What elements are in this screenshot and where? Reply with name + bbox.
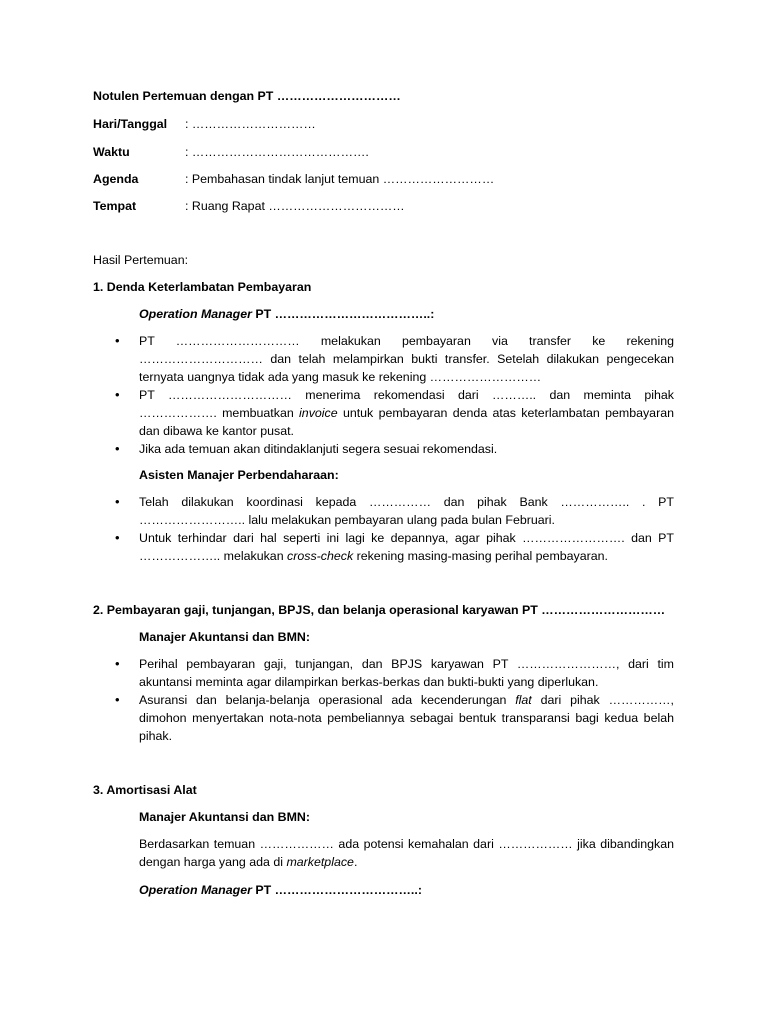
list-item-italic: flat [515,693,532,707]
info-label-place: Tempat [93,199,137,213]
section-2-list [139,655,674,745]
results-heading: Hasil Pertemuan: [93,253,189,267]
list-item [139,386,674,440]
speaker-org: PT ………………………………..: [251,307,435,321]
section-2-speaker: Manajer Akuntansi dan BMN: [139,630,310,644]
section-3-speaker-1: Manajer Akuntansi dan BMN: [139,810,310,824]
list-item-text: Jika ada temuan akan ditindaklanjuti segera sesuai rekomendasi. [139,442,498,456]
info-label-date: Hari/Tanggal [93,117,168,131]
section-3-paragraph [139,835,674,871]
info-value-time: : ……………………………………. [185,145,369,159]
list-item [139,440,674,458]
list-item-text: PT ………………………… melakukan pembayaran via transfer ke rekening ………………………… dan telah melampirkan bukti transfer. Setelah dilakukan pengecekan ternyata uangnya tidak ada yang masuk ke rekening ……………………… [139,334,674,384]
list-item [139,332,674,386]
paragraph-italic: marketplace [286,855,354,869]
info-value-date: : ………………………… [185,117,316,131]
list-item-text: Perihal pembayaran gaji, tunjangan, dan BPJS karyawan PT ……………………, dari tim akuntansi meminta agar dilampirkan berkas-berkas dan bukti-bukti yang diperlukan. [139,657,674,689]
info-value-place: : Ruang Rapat …………………………… [185,199,405,213]
list-item [139,529,674,565]
paragraph-text: Berdasarkan temuan ……………… ada potensi kemahalan dari ……………… jika dibandingkan dengan harga yang ada di [139,837,674,869]
info-value-agenda: : Pembahasan tindak lanjut temuan ……………………… [185,172,495,186]
section-3-speaker-2 [139,881,422,899]
document-title: Notulen Pertemuan dengan PT ………………………… [93,89,401,103]
section-1-list-1 [139,332,674,458]
section-2-heading: 2. Pembayaran gaji, tunjangan, BPJS, dan belanja operasional karyawan PT ………………………… [93,603,666,617]
list-item-italic: cross-check [287,549,354,563]
speaker-role: Operation Manager [139,883,252,897]
section-1-list-2 [139,493,674,565]
list-item-text: PT ………………………… menerima rekomendasi dari ……….. dan meminta pihak ………………. membuatkan [139,388,674,420]
speaker-org: PT ……………………………..: [251,883,422,897]
list-item [139,691,674,745]
list-item-text: Asuransi dan belanja-belanja operasional ada kecenderungan [139,693,516,707]
list-item [139,655,674,691]
list-item-text: dari pihak ……………, dimohon menyertakan nota-nota pembeliannya sebagai bentuk transparansi bagi kedua belah pihak. [139,693,674,743]
speaker-role: Operation Manager [139,307,252,321]
list-item-italic: invoice [299,406,338,420]
info-label-agenda: Agenda [93,172,139,186]
section-1-speaker-2: Asisten Manajer Perbendaharaan: [139,468,339,482]
section-1-speaker-1 [139,305,434,323]
section-1-heading: 1. Denda Keterlambatan Pembayaran [93,280,312,294]
list-item [139,493,674,529]
list-item-text: Untuk terhindar dari hal seperti ini lagi ke depannya, agar pihak ……………………. dan PT ……………….. melakukan [139,531,674,563]
list-item-text: untuk pembayaran denda atas keterlambatan pembayaran dan dibawa ke kantor pusat. [139,406,674,438]
paragraph-text: . [353,855,358,869]
list-item-text: Telah dilakukan koordinasi kepada …………… dan pihak Bank …………….. . PT …………………….. lalu melakukan pembayaran ulang pada bulan Februari. [139,495,674,527]
section-3-heading: 3. Amortisasi Alat [93,783,197,797]
list-item-text: rekening masing-masing perihal pembayaran. [353,549,608,563]
info-label-time: Waktu [93,145,130,159]
